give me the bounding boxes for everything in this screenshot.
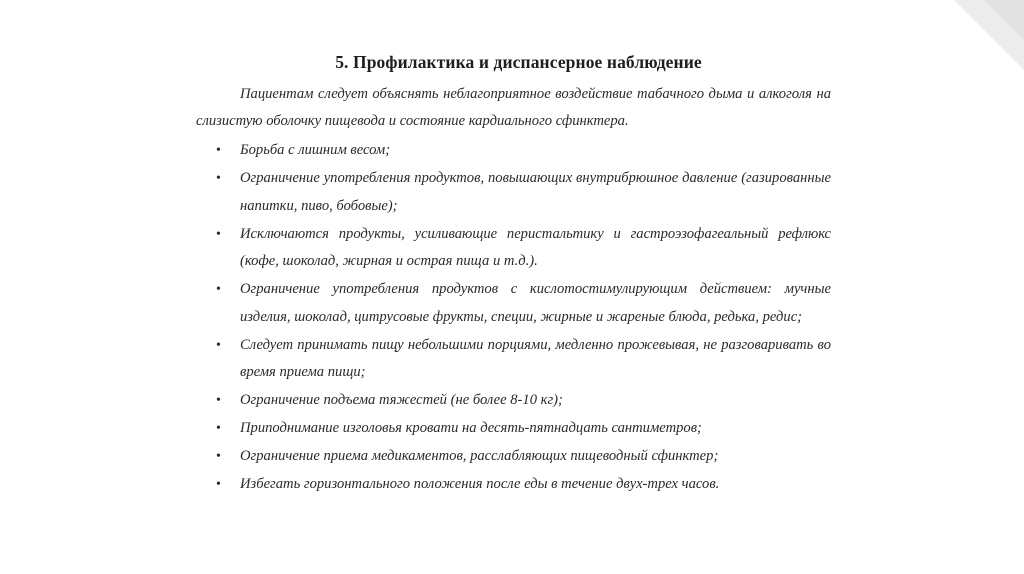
document-body bbox=[196, 52, 831, 499]
list-item bbox=[196, 332, 831, 387]
corner-decoration-inner bbox=[984, 0, 1024, 40]
bullet-icon: • bbox=[216, 337, 221, 353]
list-item-text: Ограничение подъема тяжестей (не более 8-10 кг); bbox=[240, 392, 563, 408]
bullet-icon: • bbox=[216, 421, 221, 436]
bullet-icon: • bbox=[216, 393, 221, 408]
intro-paragraph: Пациентам следует объяснять неблагоприятное воздействие табачного дыма и алкоголя на слизистую оболочку пищевода и состояние кардиального сфинктера. bbox=[196, 86, 831, 129]
bullet-icon: • bbox=[216, 171, 221, 186]
list-item bbox=[196, 471, 831, 499]
list-item-text: Следует принимать пищу небольшими порциями, медленно прожевывая, не разговаривать во время приема пищи; bbox=[240, 336, 831, 380]
list-item bbox=[196, 137, 831, 165]
bullet-icon: • bbox=[216, 226, 221, 242]
list-item-text: Ограничение приема медикаментов, расслабляющих пищеводный сфинктер; bbox=[240, 448, 719, 464]
list-item-text: Ограничение употребления продуктов, повышающих внутрибрюшное давление (газированные напитки, пиво, бобовые); bbox=[240, 170, 831, 214]
list-item-text: Ограничение употребления продуктов с кислотостимулирующим действием: мучные изделия, шоколад, цитрусовые фрукты, специи, жирные и жареные блюда, редька, редис; bbox=[240, 281, 831, 325]
list-item bbox=[196, 276, 831, 331]
list-item-text: Приподнимание изголовья кровати на десять-пятнадцать сантиметров; bbox=[240, 420, 702, 436]
list-item bbox=[196, 221, 831, 276]
list-item-text: Избегать горизонтального положения после еды в течение двух-трех часов. bbox=[240, 476, 720, 492]
list-item bbox=[196, 165, 831, 220]
list-item bbox=[196, 443, 831, 471]
list-item-text: Исключаются продукты, усиливающие перистальтику и гастроэзофагеальный рефлюкс (кофе, шоколад, жирная и острая пища и т.д.). bbox=[240, 225, 831, 269]
bullet-icon: • bbox=[216, 282, 221, 297]
list-item bbox=[196, 387, 831, 415]
bullet-icon: • bbox=[216, 449, 221, 464]
bullet-icon: • bbox=[216, 143, 221, 158]
bullet-icon: • bbox=[216, 477, 221, 492]
section-title: 5. Профилактика и диспансерное наблюдение bbox=[335, 52, 702, 72]
recommendation-list bbox=[196, 137, 831, 499]
list-item-text: Борьба с лишним весом; bbox=[240, 142, 391, 158]
list-item bbox=[196, 415, 831, 443]
